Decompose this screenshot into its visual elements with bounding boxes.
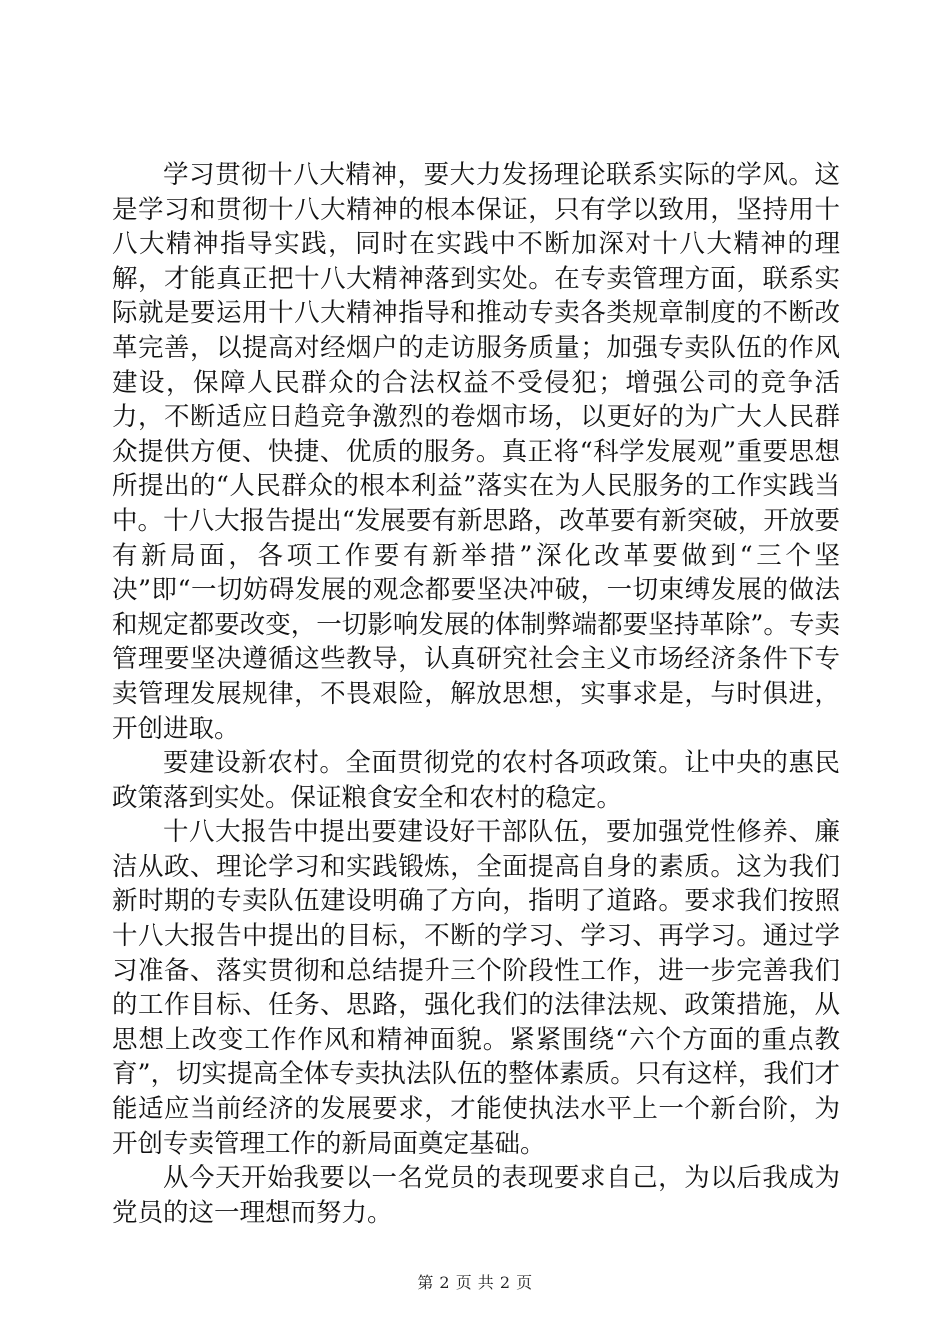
paragraph-4: 从今天开始我要以一名党员的表现要求自己，为以后我成为党员的这一理想而努力。: [112, 1163, 840, 1228]
paragraph-1: 学习贯彻十八大精神，要大力发扬理论联系实际的学风。这是学习和贯彻十八大精神的根本保证，只有学以致用，坚持用十八大精神指导实践，同时在实践中不断加深对十八大精神的理解，才能真正把十八大精神落到实处。在专卖管理方面，联系实际就是要运用十八大精神指导和推动专卖各类规章制度的不断改革完善，以提高对经烟户的走访服务质量；加强专卖队伍的作风建设，保障人民群众的合法权益不受侵犯；增强公司的竞争活力，不断适应日趋竞争激烈的卷烟市场，以更好的为广大人民群众提供方便、快捷、优质的服务。真正将“科学发展观”重要思想所提出的“人民群众的根本利益”落实在为人民服务的工作实践当中。十八大报告提出“发展要有新思路，改革要有新突破，开放要有新局面，各项工作要有新举措”深化改革要做到“三个坚决”即“一切妨碍发展的观念都要坚决冲破，一切束缚发展的做法和规定都要改变，一切影响发展的体制弊端都要坚持革除”。专卖管理要坚决遵循这些教导，认真研究社会主义市场经济条件下专卖管理发展规律，不畏艰险，解放思想，实事求是，与时俱进，开创进取。: [112, 160, 840, 744]
paragraph-2: 要建设新农村。全面贯彻党的农村各项政策。让中央的惠民政策落到实处。保证粮食安全和农村的稳定。: [112, 748, 840, 813]
document-body: [112, 158, 840, 1230]
paragraph-3: 十八大报告中提出要建设好干部队伍，要加强党性修养、廉洁从政、理论学习和实践锻炼，全面提高自身的素质。这为我们新时期的专卖队伍建设明确了方向，指明了道路。要求我们按照十八大报告中提出的目标，不断的学习、学习、再学习。通过学习准备、落实贯彻和总结提升三个阶段性工作，进一步完善我们的工作目标、任务、思路，强化我们的法律法规、政策措施，从思想上改变工作作风和精神面貌。紧紧围绕“六个方面的重点教育”，切实提高全体专卖执法队伍的整体素质。只有这样，我们才能适应当前经济的发展要求，才能使执法水平上一个新台阶，为开创专卖管理工作的新局面奠定基础。: [112, 817, 840, 1159]
page-footer: 第 2 页 共 2 页: [417, 1273, 533, 1292]
